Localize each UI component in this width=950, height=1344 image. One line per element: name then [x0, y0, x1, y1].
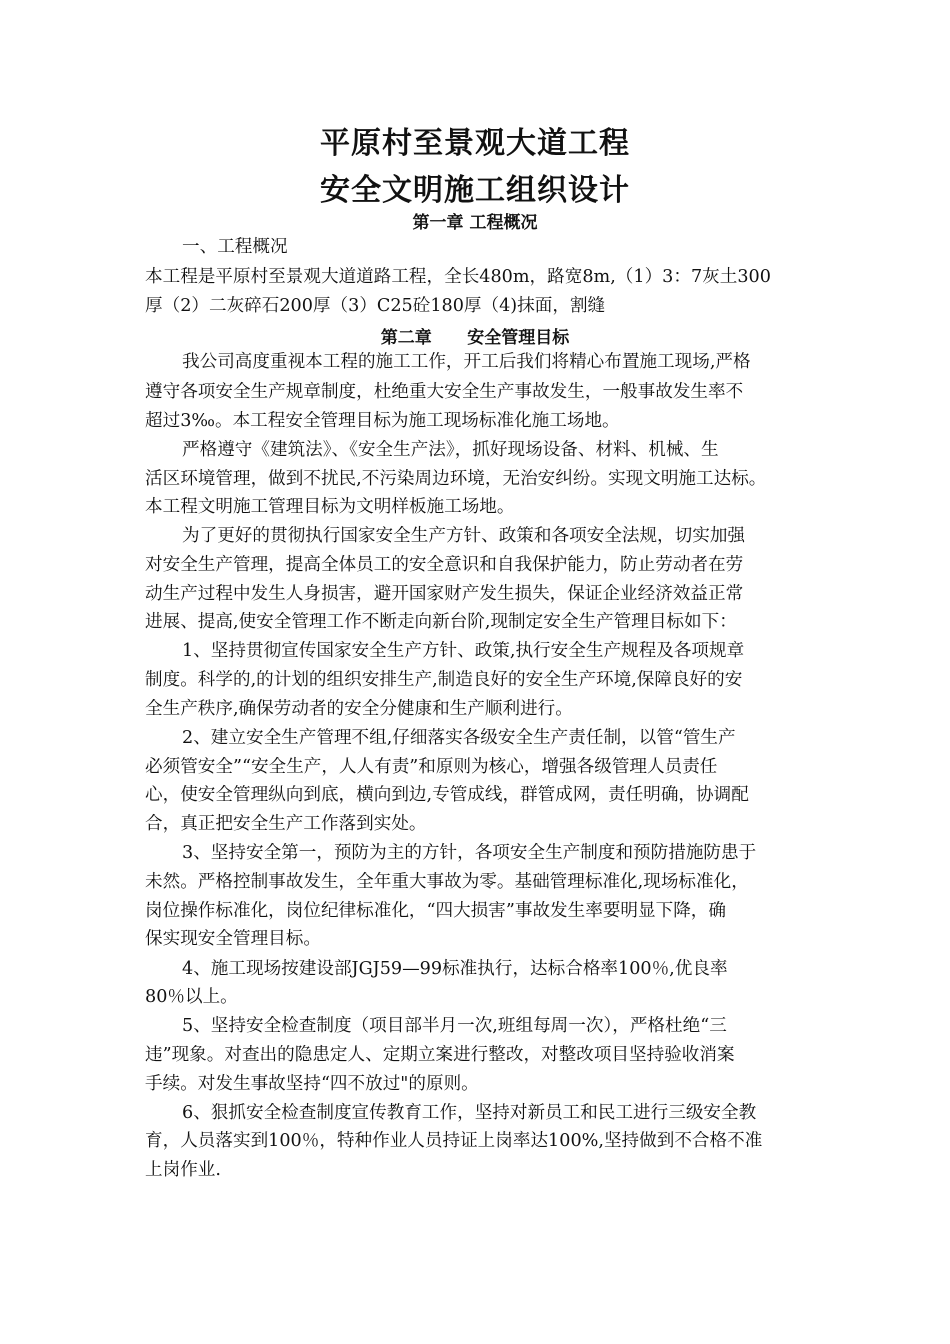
- paragraph-line: 对安全生产管理，提高全体员工的安全意识和自我保护能力，防止劳动者在劳: [145, 555, 744, 575]
- chapter-2-heading: 第二章 安全管理目标: [380, 328, 570, 348]
- paragraph-line: 制度。科学的,的计划的组织安排生产,制造良好的安全生产环境,保障良好的安: [145, 670, 743, 690]
- document-title-line-2: 安全文明施工组织设计: [320, 173, 630, 208]
- paragraph-line: 岗位操作标准化，岗位纪律标准化，“四大损害”事故发生率要明显下降，确: [145, 901, 726, 921]
- paragraph-line: 本工程是平原村至景观大道道路工程，全长480m，路宽8m,（1）3：7灰土300: [145, 267, 771, 287]
- paragraph-line: 必须管安全”“安全生产，人人有责”和原则为核心，增强各级管理人员责任: [145, 757, 718, 777]
- list-item-5: 5、坚持安全检查制度（项目部半月一次,班组每周一次），严格杜绝“三: [182, 1016, 727, 1036]
- paragraph-line: 我公司高度重视本工程的施工工作，开工后我们将精心布置施工现场,严格: [182, 352, 751, 372]
- list-item-2: 2、建立安全生产管理不组,仔细落实各级安全生产责任制，以管“管生产: [182, 728, 736, 748]
- list-item-4: 4、施工现场按建设部JGJ59—99标准执行，达标合格率100％,优良率: [182, 959, 728, 979]
- document-title-line-1: 平原村至景观大道工程: [320, 126, 630, 161]
- paragraph-line: 手续。对发生事故坚持“四不放过"的原则。: [145, 1074, 479, 1094]
- paragraph-line: 严格遵守《建筑法》、《安全生产法》，抓好现场设备、材料、机械、生: [182, 440, 719, 460]
- paragraph-line: 80％以上。: [145, 987, 238, 1007]
- paragraph-line: 育，人员落实到100％，特种作业人员持证上岗率达100%,坚持做到不合格不准: [145, 1131, 763, 1151]
- paragraph-line: 合，真正把安全生产工作落到实处。: [145, 814, 427, 834]
- paragraph-line: 心，使安全管理纵向到底，横向到边,专管成线，群管成网，责任明确，协调配: [145, 785, 749, 805]
- paragraph-line: 动生产过程中发生人身损害，避开国家财产发生损失，保证企业经济效益正常: [145, 584, 744, 604]
- list-item-6: 6、狠抓安全检查制度宣传教育工作，坚持对新员工和民工进行三级安全教: [182, 1103, 757, 1123]
- chapter-1-heading: 第一章 工程概况: [412, 213, 538, 233]
- paragraph-line: 厚（2）二灰碎石200厚（3）C25砼180厚（4)抹面，割缝: [145, 296, 606, 316]
- paragraph-line: 进展、提高,使安全管理工作不断走向新台阶,现制定安全生产管理目标如下：: [145, 612, 737, 632]
- paragraph-line: 未然。严格控制事故发生，全年重大事故为零。基础管理标准化,现场标准化，: [145, 872, 749, 892]
- list-item-3: 3、坚持安全第一，预防为主的方针，各项安全生产制度和预防措施防患于: [182, 843, 757, 863]
- list-item-1: 1、坚持贯彻宣传国家安全生产方针、政策,执行安全生产规程及各项规章: [182, 641, 745, 661]
- paragraph-line: 遵守各项安全生产规章制度，杜绝重大安全生产事故发生，一般事故发生率不: [145, 382, 744, 402]
- paragraph-line: 本工程文明施工管理目标为文明样板施工场地。: [145, 497, 515, 517]
- paragraph-line: 活区环境管理，做到不扰民,不污染周边环境，无治安纠纷。实现文明施工达标。: [145, 469, 767, 489]
- section-heading: 一、工程概况: [182, 237, 288, 257]
- paragraph-line: 上岗作业.: [145, 1160, 221, 1180]
- paragraph-line: 超过3‰。本工程安全管理目标为施工现场标准化施工场地。: [145, 411, 620, 431]
- paragraph-line: 全生产秩序,确保劳动者的安全分健康和生产顺利进行。: [145, 699, 573, 719]
- paragraph-line: 保实现安全管理目标。: [145, 929, 321, 949]
- paragraph-line: 为了更好的贯彻执行国家安全生产方针、政策和各项安全法规，切实加强: [182, 526, 746, 546]
- paragraph-line: 违”现象。对查出的隐患定人、定期立案进行整改，对整改项目坚持验收消案: [145, 1045, 735, 1065]
